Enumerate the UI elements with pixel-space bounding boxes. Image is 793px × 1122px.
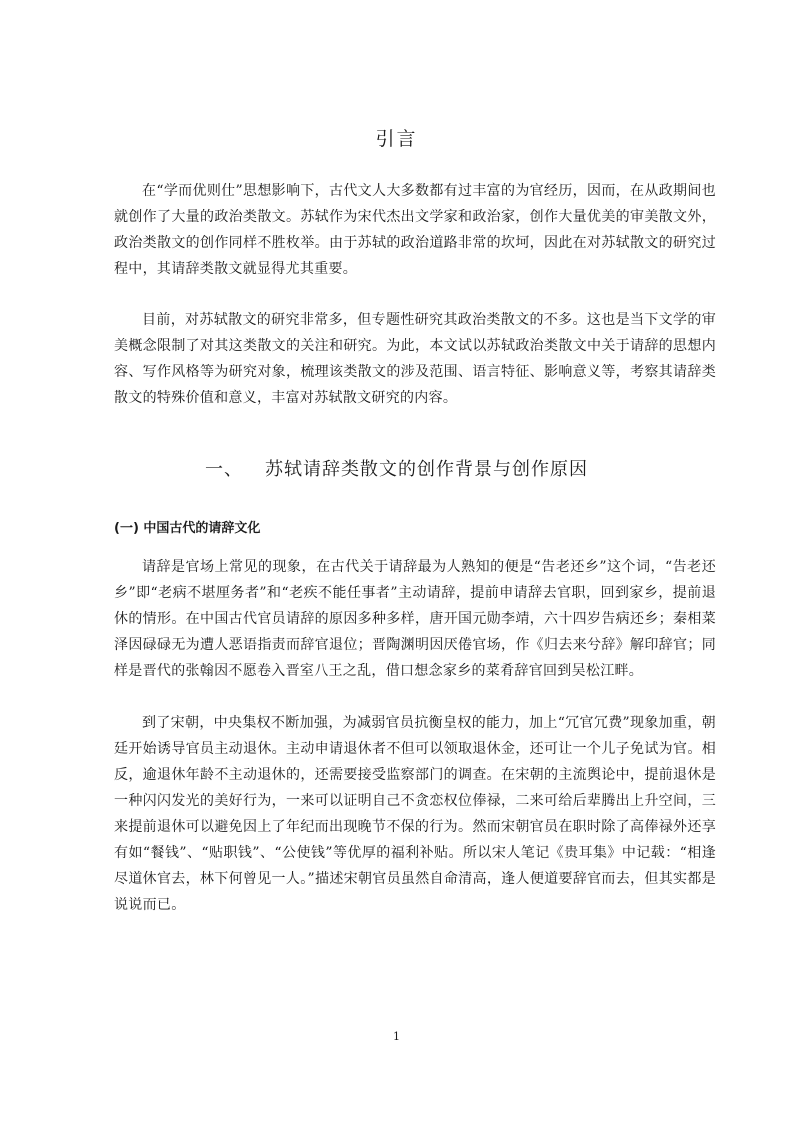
chapter-number: 一、 xyxy=(205,459,243,480)
page-number: 1 xyxy=(393,1030,400,1043)
chapter-title: 苏轼请辞类散文的创作背景与创作原因 xyxy=(265,459,588,480)
chapter-heading xyxy=(0,455,793,481)
intro-paragraph-1: 在“学而优则仕”思想影响下，古代文人大多数都有过丰富的为官经历，因而，在从政期间也就创作了大量的政治类散文。苏轼作为宋代杰出文学家和政治家，创作大量优美的审美散文外，政治类散文的创作同样不胜枚举。由于苏轼的政治道路非常的坎坷，因此在对苏轼散文的研究过程中，其请辞类散文就显得尤其重要。 xyxy=(114,183,716,277)
section-heading: (一) 中国古代的请辞文化 xyxy=(114,521,261,536)
section-paragraph-1: 请辞是官场上常见的现象，在古代关于请辞最为人熟知的便是“告老还乡”这个词，“告老还乡”即“老病不堪厘务者”和“老疾不能任事者”主动请辞，提前申请辞去官职，回到家乡，提前退休的情形。在中国古代官员请辞的原因多种多样，唐开国元勋李靖，六十四岁告病还乡；秦相菜泽因碌碌无为遭人恶语指责而辞官退位；晋陶渊明因厌倦官场，作《归去来兮辞》解印辞官；同样是晋代的张翰因不愿卷入晋室八王之乱，借口想念家乡的菜肴辞官回到吴松江畔。 xyxy=(114,559,716,679)
section-paragraph-2: 到了宋朝，中央集权不断加强，为减弱官员抗衡皇权的能力，加上“冗官冗费”现象加重，朝廷开始诱导官员主动退休。主动申请退休者不但可以领取退休金，还可让一个儿子免试为官。相反，逾退休年龄不主动退休的，还需要接受监察部门的调查。在宋朝的主流舆论中，提前退休是一种闪闪发光的美好行为，一来可以证明自己不贪恋权位俸禄，二来可给后辈腾出上升空间，三来提前退休可以避免因上了年纪而出现晚节不保的行为。然而宋朝官员在职时除了高俸禄外还享有如“餐钱”、“贴职钱”、“公使钱”等优厚的福利补贴。所以宋人笔记《贵耳集》中记载：“相逢尽道休官去，林下何曾见一人。”描述宋朝官员虽然自命清高，逢人便道要辞官而去，但其实都是说说而已。 xyxy=(114,715,716,913)
intro-paragraph-2: 目前，对苏轼散文的研究非常多，但专题性研究其政治类散文的不多。这也是当下文学的审美概念限制了对其这类散文的关注和研究。为此，本文试以苏轼政治类散文中关于请辞的思想内容、写作风格等为研究对象，梳理该类散文的涉及范围、语言特征、影响意义等，考察其请辞类散文的特殊价值和意义，丰富对苏轼散文研究的内容。 xyxy=(114,312,716,406)
page-title: 引言 xyxy=(375,128,418,150)
